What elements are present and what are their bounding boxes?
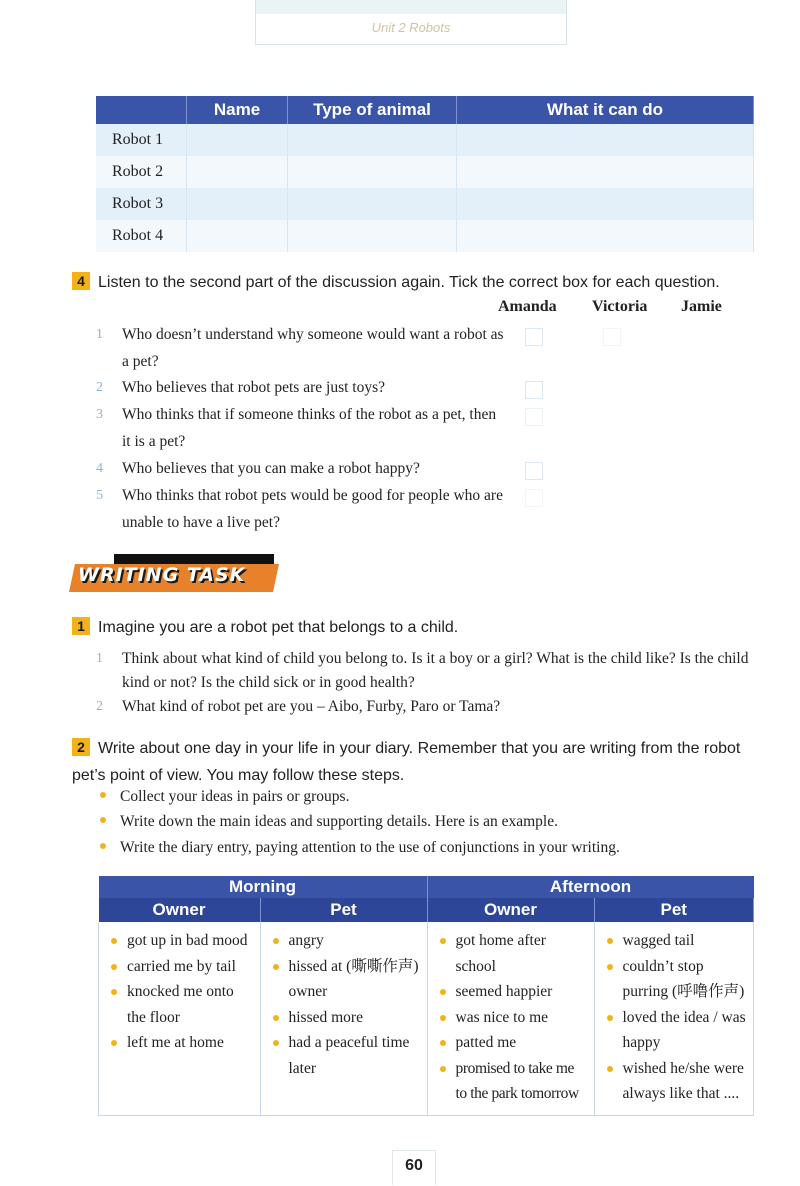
step-bullet: [100, 788, 349, 806]
table-row: [96, 156, 754, 188]
list-item: was nice to me: [438, 1005, 588, 1031]
question-text: Who doesn’t understand why someone would want a robot as a pet?: [122, 326, 504, 370]
list-item: knocked me onto the floor: [109, 979, 254, 1030]
task1-instruction: [72, 617, 458, 637]
answer-cell[interactable]: [457, 156, 754, 188]
list-item: patted me: [438, 1030, 588, 1056]
tick-box[interactable]: [525, 328, 543, 346]
list-item: got up in bad mood: [109, 928, 254, 954]
column-jamie: Jamie: [681, 298, 722, 315]
answer-cell[interactable]: [457, 220, 754, 252]
list-item: promised to take me to the park tomorrow: [438, 1056, 588, 1107]
question-number: 3: [96, 407, 103, 422]
task1-item: [96, 647, 766, 695]
list-item: left me at home: [109, 1030, 254, 1056]
writing-task-banner: [72, 554, 276, 596]
list-item: got home after school: [438, 928, 588, 979]
answer-cell[interactable]: [187, 220, 288, 252]
afternoon-pet-cell: [594, 922, 754, 1115]
robot-table-head-type: Type of animal: [288, 96, 457, 124]
robot-name: Robot 3: [96, 188, 187, 220]
question-number: 1: [96, 327, 103, 342]
robot-name: Robot 1: [96, 124, 187, 156]
item-number: 2: [96, 699, 103, 714]
robot-name: Robot 4: [96, 220, 187, 252]
header-tab: [255, 0, 567, 45]
table-row: [96, 220, 754, 252]
tick-box[interactable]: [525, 381, 543, 399]
diary-subhead-pet: Pet: [594, 898, 754, 922]
task-number-badge: 1: [72, 617, 90, 635]
question-number: 5: [96, 488, 103, 503]
question-text: Who believes that robot pets are just toys?: [122, 379, 386, 396]
answer-cell[interactable]: [457, 124, 754, 156]
task-number-badge: 2: [72, 738, 90, 756]
question-item: [96, 401, 506, 455]
question-number: 2: [96, 380, 103, 395]
answer-cell[interactable]: [187, 188, 288, 220]
robot-table-header: [96, 96, 754, 124]
question-item: [96, 374, 506, 401]
diary-content-row: [99, 922, 754, 1115]
robot-table-head-can-do: What it can do: [457, 96, 754, 124]
task1-instruction-text: Imagine you are a robot pet that belongs to a child.: [98, 619, 459, 636]
answer-cell[interactable]: [187, 156, 288, 188]
list-item: hissed more: [271, 1005, 421, 1031]
robot-table: [96, 96, 754, 252]
task-number-badge: 4: [72, 272, 90, 290]
list-item: hissed at (嘶嘶作声) owner: [271, 954, 421, 1005]
item-text: What kind of robot pet are you – Aibo, Furby, Paro or Tama?: [122, 698, 501, 715]
afternoon-owner-cell: [427, 922, 594, 1115]
tick-box[interactable]: [525, 462, 543, 480]
tick-box[interactable]: [603, 328, 621, 346]
step-text: Write the diary entry, paying attention to the use of conjunctions in your writing.: [120, 839, 620, 856]
table-row: [96, 124, 754, 156]
item-text: Think about what kind of child you belong to. Is it a boy or a girl? What is the child like? Is the child kind or not? Is the child sick or in good health?: [122, 650, 749, 691]
answer-cell[interactable]: [288, 188, 457, 220]
question-item: [96, 482, 506, 536]
morning-pet-cell: [260, 922, 427, 1115]
question-number: 4: [96, 461, 103, 476]
tick-box[interactable]: [525, 408, 543, 426]
step-text: Collect your ideas in pairs or groups.: [120, 788, 350, 805]
list-item: carried me by tail: [109, 954, 254, 980]
list-item: had a peaceful time later: [271, 1030, 421, 1081]
question-text: Who thinks that robot pets would be good for people who are unable to have a live pet?: [122, 487, 503, 531]
writing-task-title: WRITING TASK: [78, 564, 246, 586]
task2-instruction: [72, 735, 762, 789]
step-bullet: [100, 839, 620, 857]
answer-cell[interactable]: [288, 156, 457, 188]
answer-cell[interactable]: [457, 188, 754, 220]
list-item: couldn’t stop purring (呼噜作声): [605, 954, 748, 1005]
column-amanda: Amanda: [498, 298, 557, 315]
tick-box[interactable]: [525, 489, 543, 507]
task1-item: [96, 695, 766, 719]
diary-head-morning: Morning: [99, 876, 428, 898]
unit-label: Unit 2 Robots: [371, 20, 451, 35]
item-number: 1: [96, 651, 103, 666]
diary-subhead-owner: Owner: [99, 898, 261, 922]
answer-cell[interactable]: [288, 220, 457, 252]
task2-instruction-text: Write about one day in your life in your diary. Remember that you are writing from the robot pet’s point of view. You may follow these steps.: [72, 740, 741, 784]
diary-head-afternoon: Afternoon: [427, 876, 754, 898]
question-text: Who thinks that if someone thinks of the robot as a pet, then it is a pet?: [122, 406, 497, 450]
question-item: [96, 321, 506, 375]
robot-table-head-name: Name: [187, 96, 288, 124]
answer-cell[interactable]: [288, 124, 457, 156]
question-text: Who believes that you can make a robot happy?: [122, 460, 420, 477]
list-item: wished he/she were always like that ....: [605, 1056, 748, 1107]
table-row: [96, 188, 754, 220]
column-victoria: Victoria: [592, 298, 648, 315]
page-number: 60: [392, 1150, 436, 1185]
answer-cell[interactable]: [187, 124, 288, 156]
step-text: Write down the main ideas and supporting details. Here is an example.: [120, 813, 558, 830]
listening-instruction: [72, 272, 720, 292]
list-item: angry: [271, 928, 421, 954]
morning-owner-cell: [99, 922, 261, 1115]
list-item: loved the idea / was happy: [605, 1005, 748, 1056]
question-item: [96, 455, 506, 482]
listening-instruction-text: Listen to the second part of the discussion again. Tick the correct box for each question.: [98, 274, 720, 291]
diary-subhead-owner: Owner: [427, 898, 594, 922]
robot-table-head-blank: [96, 96, 187, 124]
diary-subhead-pet: Pet: [260, 898, 427, 922]
list-item: seemed happier: [438, 979, 588, 1005]
robot-name: Robot 2: [96, 156, 187, 188]
step-bullet: [100, 813, 558, 831]
list-item: wagged tail: [605, 928, 748, 954]
diary-table: [98, 876, 754, 1116]
